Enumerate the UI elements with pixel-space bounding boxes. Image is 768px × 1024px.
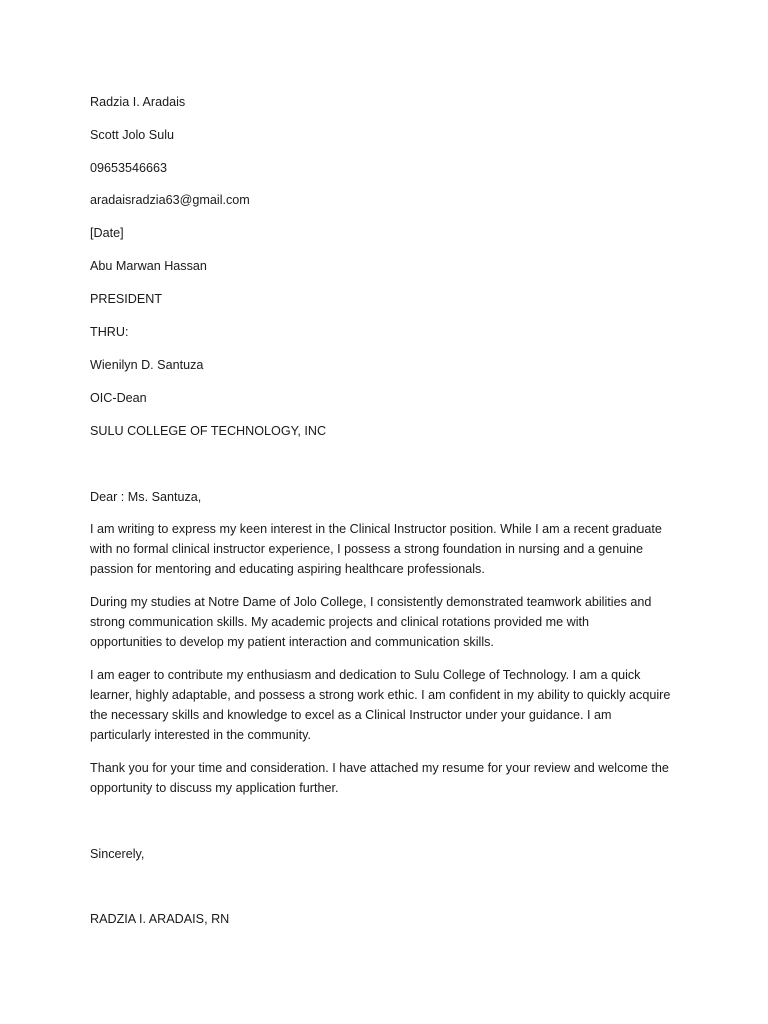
thru-title: OIC-Dean xyxy=(90,391,147,405)
body-paragraph-3: I am eager to contribute my enthusiasm and dedication to Sulu College of Technology. I am a quick learner, highly adaptable, and possess a strong work ethic. I am confident in my ability to quickly acquire the necessary skills and knowledge to excel as a Clinical Instructor under your guidance. I am particularly interested in the community. xyxy=(90,668,671,742)
recipient-title: PRESIDENT xyxy=(90,292,163,306)
recipient-organization: SULU COLLEGE OF TECHNOLOGY, INC xyxy=(90,424,327,438)
sender-phone: 09653546663 xyxy=(90,161,168,175)
recipient-name: Abu Marwan Hassan xyxy=(90,259,207,273)
thru-name: Wienilyn D. Santuza xyxy=(90,358,204,372)
sender-address: Scott Jolo Sulu xyxy=(90,128,175,142)
sender-name: Radzia I. Aradais xyxy=(90,95,186,109)
salutation: Dear : Ms. Santuza, xyxy=(90,490,202,504)
body-paragraph-1: I am writing to express my keen interest in the Clinical Instructor position. While I am a recent graduate with no formal clinical instructor experience, I possess a strong foundation in nursing and a genuine passion for mentoring and educating aspiring healthcare professionals. xyxy=(90,522,662,576)
signature: RADZIA I. ARADAIS, RN xyxy=(90,912,230,926)
body-paragraph-4: Thank you for your time and consideration. I have attached my resume for your review and welcome the opportunity to discuss my application further. xyxy=(90,761,669,795)
body-paragraph-2: During my studies at Notre Dame of Jolo College, I consistently demonstrated teamwork abilities and strong communication skills. My academic projects and clinical rotations provided me with opportunities to develop my patient interaction and communication skills. xyxy=(90,595,652,649)
thru-label: THRU: xyxy=(90,325,129,339)
letter-date: [Date] xyxy=(90,226,124,240)
sender-email: aradaisradzia63@gmail.com xyxy=(90,193,250,207)
closing: Sincerely, xyxy=(90,847,145,861)
